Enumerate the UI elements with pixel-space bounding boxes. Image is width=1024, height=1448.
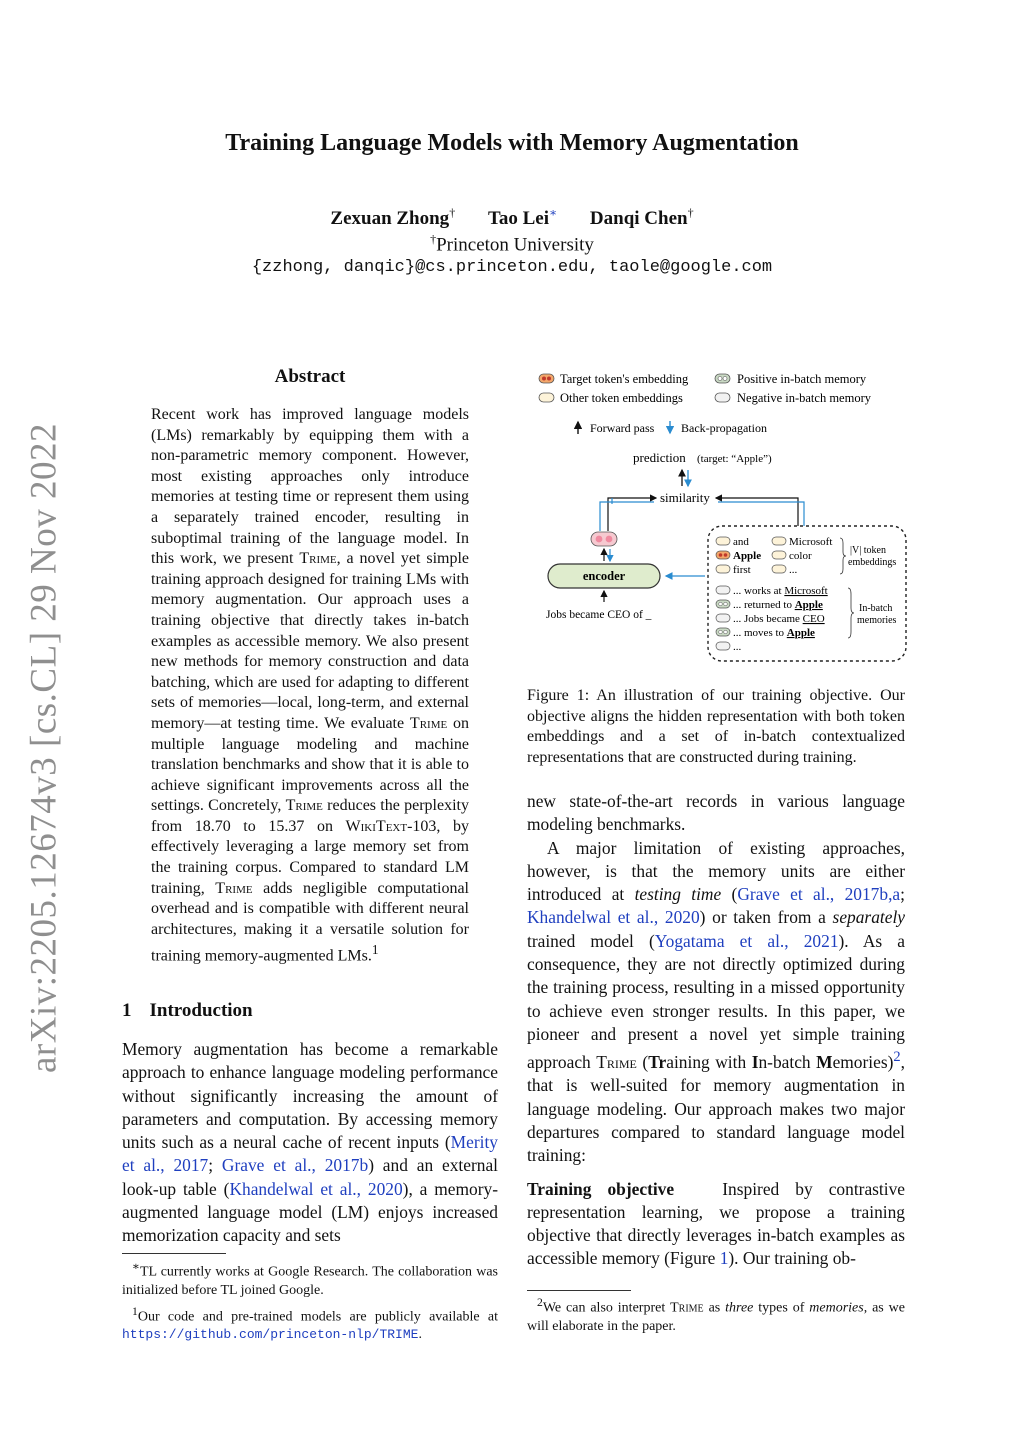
- citation-link[interactable]: Merity et al., 2017: [122, 1132, 498, 1176]
- encoder-block: [548, 564, 660, 588]
- citation-link[interactable]: Grave et al., 2017b: [221, 1155, 369, 1176]
- legend-back-propagation: [670, 421, 767, 435]
- paragraph: new state-of-the-art records in various language modeling benchmarks.: [527, 791, 905, 835]
- vocab-embeddings: [716, 536, 832, 576]
- section-heading: 1 Introduction: [122, 1000, 253, 1021]
- footnote: ∗TL currently works at Google Research. The collaboration was initialized before TL joined Google.: [122, 1260, 498, 1298]
- legend-other-embedding: [539, 391, 683, 405]
- author-name: Danqi Chen†: [589, 206, 694, 230]
- svg-text:prediction: prediction: [633, 450, 686, 465]
- citation-link[interactable]: Yogatama et al., 2021: [654, 930, 839, 951]
- intro-text-continued: [527, 790, 905, 1271]
- citation-link[interactable]: Grave et al., 2017b,a: [737, 884, 901, 905]
- footnote-ref[interactable]: 2: [893, 1049, 901, 1066]
- code-url-link[interactable]: https://github.com/princeton-nlp/TRIME: [122, 1327, 419, 1343]
- footnote-divider: [527, 1290, 631, 1291]
- figure-ref-link[interactable]: 1: [719, 1248, 729, 1269]
- paragraph-heading: Training objective: [527, 1178, 675, 1199]
- svg-text:Positive in-batch memory: Positive in-batch memory: [737, 372, 867, 386]
- prediction-label: [633, 450, 772, 465]
- footnote: $^2$We can also interpret Trime as three types of memories, as we will elaborate in the paper.: [527, 1296, 905, 1334]
- abstract-heading: Abstract: [274, 366, 346, 387]
- similarity-label: similarity: [660, 490, 710, 505]
- svg-text:... works at Microsoft: ... works at Microsoft: [733, 585, 828, 597]
- svg-text:... moves to Apple: ... moves to Apple: [733, 627, 815, 639]
- arxiv-identifier: arXiv:2205.12674v3 [cs.CL] 29 Nov 2022: [23, 423, 65, 1073]
- affiliation: †Princeton University: [430, 232, 594, 256]
- author-name: Zexuan Zhong†: [330, 206, 456, 230]
- in-batch-memories: [716, 585, 828, 653]
- author-emails: {zzhong, danqic}@cs.princeton.edu, taole@google.com: [251, 258, 773, 277]
- svg-text:... returned to Apple: ... returned to Apple: [733, 599, 823, 611]
- vocab-label: |V| token: [850, 545, 886, 556]
- intro-text: Memory augmentation has become a remarkable approach to enhance language modeling performance without significantly increasing the amount of parameters and computation. By accessing memory units such as a neural cache of recent inputs (Merity et al., 2017; Grave et al., 2017b) and an external look-up table (Khandelwal et al., 2020), a memory-augmented language model (LM) enjoys increased memorization capacity and sets: [122, 1039, 498, 1246]
- author-name: Tao Lei∗: [487, 206, 558, 230]
- svg-text:...: ...: [733, 641, 742, 653]
- footnote-ref[interactable]: 1: [371, 942, 379, 958]
- svg-text:(target: “Apple”): (target: “Apple”): [697, 453, 772, 465]
- legend-negative-memory: [715, 391, 872, 405]
- svg-text:Target token's embedding: Target token's embedding: [560, 372, 689, 386]
- citation-link[interactable]: Khandelwal et al., 2020: [527, 907, 700, 928]
- legend-positive-memory: [715, 372, 867, 386]
- paper-title: Training Language Models with Memory Augmentation: [225, 130, 799, 156]
- svg-text:color: color: [789, 550, 812, 562]
- svg-text:... Jobs became CEO: ... Jobs became CEO: [733, 613, 825, 625]
- footnotes-right: [527, 1294, 905, 1336]
- memory-label: In-batch: [859, 603, 893, 614]
- legend-forward-pass: [578, 421, 655, 435]
- figure-1-diagram: [530, 366, 910, 666]
- footnotes-left: [122, 1258, 498, 1347]
- footnote: $^1$Our code and pre-trained models are publicly available at https://github.com/princeton-nlp/TRIME.: [122, 1304, 498, 1343]
- svg-text:Apple: Apple: [733, 550, 762, 562]
- svg-text:Negative in-batch memory: Negative in-batch memory: [737, 391, 871, 405]
- svg-text:Other token embeddings: Other token embeddings: [560, 391, 683, 405]
- paragraph: Training objective Inspired by contrastive representation learning, we propose a training objective that directly leverages in-batch examples as accessible memory (Figure 1). Our training ob-: [527, 1178, 906, 1269]
- svg-text:Back-propagation: Back-propagation: [681, 421, 767, 435]
- svg-text:Microsoft: Microsoft: [789, 536, 833, 548]
- svg-text:...: ...: [789, 564, 798, 576]
- svg-text:encoder: encoder: [582, 569, 626, 583]
- svg-text:Forward pass: Forward pass: [590, 421, 655, 435]
- figure-caption: Figure 1: An illustration of our training objective. Our objective aligns the hidden representation with both token embeddings and a set of in-batch contextualized representations that are constructed during training.: [527, 687, 905, 766]
- vocab-label: embeddings: [848, 557, 897, 568]
- memory-label: memories: [857, 615, 897, 626]
- citation-link[interactable]: Khandelwal et al., 2020: [229, 1178, 403, 1199]
- svg-text:first: first: [733, 564, 751, 576]
- query-embedding: [591, 532, 617, 546]
- author-list: [0, 206, 1024, 230]
- encoder-input: Jobs became CEO of _: [546, 609, 652, 621]
- footnote-divider: [122, 1253, 226, 1254]
- legend-target-embedding: [539, 372, 689, 386]
- paragraph: A major limitation of existing approaches, however, is that the memory units are either introduced at testing time (Grave et al., 2017b,a; Khandelwal et al., 2020) or taken from a separately trained model (Yogatama et al., 2021). As a consequence, they are not directly optimized during the training process, resulting in a missed opportunity to achieve even stronger results. In this paper, we pioneer and present a novel yet simple training approach Trime (Training with In-batch Memories)$^2$, that is well-suited for memory augmentation in language modeling. Our approach makes two major departures compared to standard language model training:: [527, 837, 906, 1166]
- abstract-text: Recent work has improved language models (LMs) remarkably by equipping them with a non-parametric memory component. However, most existing approaches only introduce memories at testing time or represent them using a separately trained encoder, resulting in suboptimal training of the language model. In this work, we present Trime, a novel yet simple training approach designed for training LMs with memory augmentation. Our approach uses a training objective that directly takes in-batch examples as accessible memory. We also present new methods for memory construction and data batching, which are used for adapting to different sets of memories—local, long-term, and external memory—at testing time. We evaluate Trime on multiple language modeling and machine translation benchmarks and show that it is able to achieve significant improvements across all the settings. Concretely, Trime reduces the perplexity from 18.70 to 15.37 on WikiText-103, by effectively leveraging a large memory set from the training corpus. Compared to standard LM training, Trime adds negligible computational overhead and is compatible with different neural architectures, making it a versatile solution for training memory-augmented LMs.$^1$: [151, 406, 470, 965]
- svg-text:and: and: [733, 536, 749, 548]
